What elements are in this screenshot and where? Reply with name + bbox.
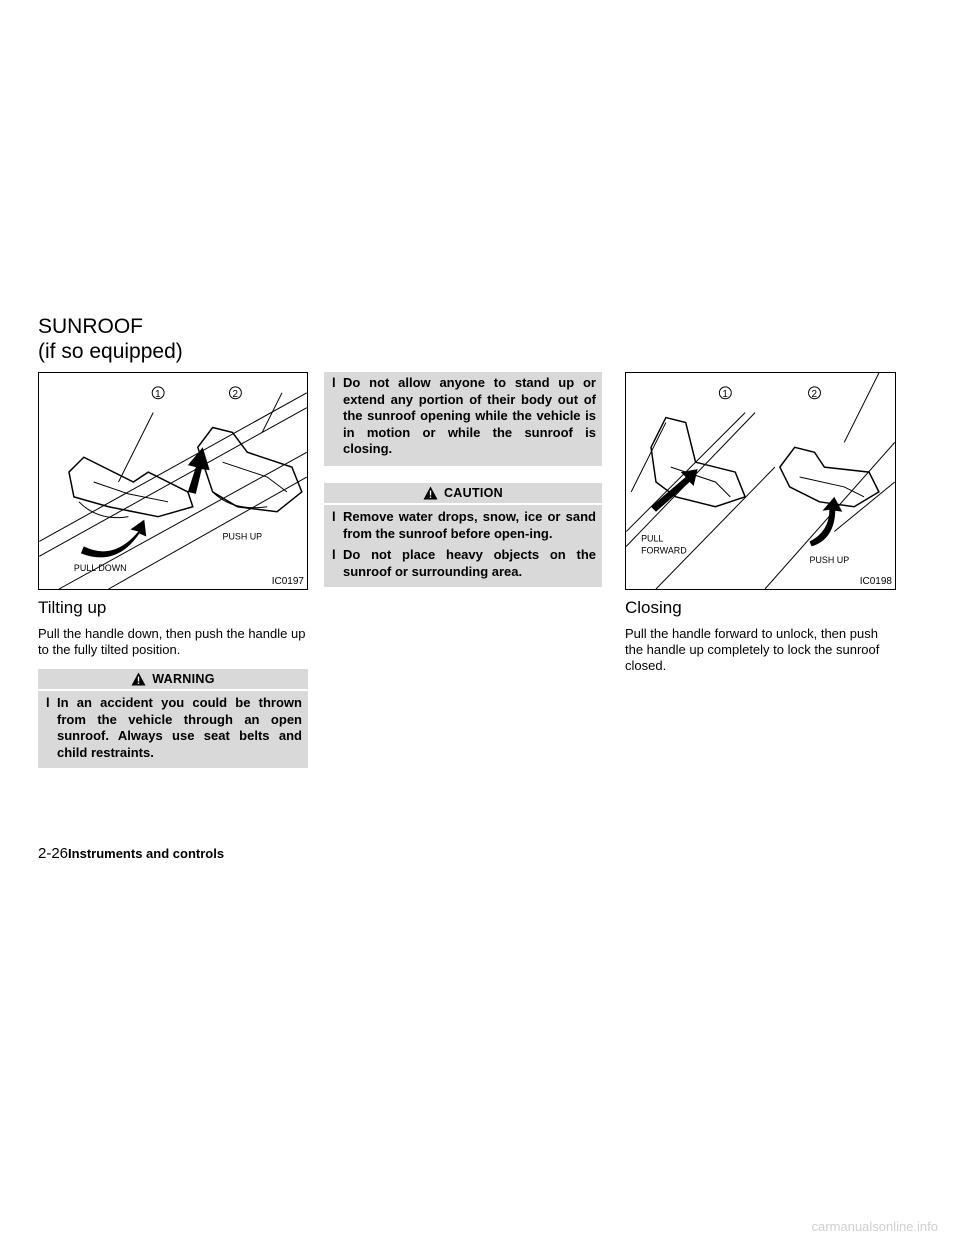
callout-1: 1 — [722, 388, 728, 400]
warning-title: WARNING — [152, 672, 215, 686]
bullet-icon: l — [332, 547, 336, 562]
figure-closing — [625, 372, 896, 590]
watermark: carmanualsonline.info — [811, 1219, 938, 1234]
section-title — [38, 314, 183, 364]
label-forward: FORWARD — [641, 545, 687, 556]
caution-item: l Do not place heavy objects on the sunroof or surrounding area. — [332, 547, 596, 579]
caution-header — [324, 483, 602, 505]
bullet-icon: l — [332, 509, 336, 524]
callout-2: 2 — [811, 388, 818, 400]
warning-item: l In an accident you could be thrown from the vehicle through an open sunroof. Always use seat belts and child restraints. — [46, 695, 302, 760]
warning-item: l Do not allow anyone to stand up or extend any portion of their body out of the sunroof opening while the vehicle is in motion or while the sunroof is closing. — [332, 375, 596, 456]
bullet-icon: l — [46, 695, 50, 710]
label-push-up: PUSH UP — [809, 555, 850, 566]
page-footer — [38, 845, 224, 862]
sunroof-handle-illustration — [626, 373, 895, 589]
page-number: 2-26 — [38, 845, 69, 862]
closing-heading: Closing — [625, 598, 682, 617]
label-pull: PULL — [641, 533, 664, 544]
figure-code: IC0197 — [271, 576, 304, 587]
warning-continued-box — [324, 372, 602, 466]
section-title-line1: SUNROOF — [38, 315, 143, 338]
callout-1: 1 — [155, 388, 161, 400]
caution-box — [324, 483, 602, 587]
callout-2: 2 — [232, 388, 238, 400]
tilting-heading: Tilting up — [38, 598, 107, 617]
warning-triangle-icon — [131, 672, 146, 686]
section-title-line2: (if so equipped) — [38, 340, 183, 363]
closing-body: Pull the handle forward to unlock, then push the handle up completely to lock the sunroof closed. — [625, 626, 880, 673]
warning-header — [38, 669, 308, 691]
caution-triangle-icon — [423, 486, 438, 500]
caution-title: CAUTION — [443, 486, 504, 500]
warning-box — [38, 669, 308, 768]
figure-code: IC0198 — [859, 576, 892, 587]
footer-section: Instruments and controls — [68, 846, 225, 861]
label-pull-down: PULL DOWN — [73, 563, 127, 574]
label-push-up: PUSH UP — [222, 531, 263, 542]
caution-item: l Remove water drops, snow, ice or sand from the sunroof before open-ing. — [332, 509, 596, 541]
sunroof-handle-illustration — [39, 373, 307, 589]
bullet-icon: l — [332, 375, 336, 390]
tilting-body: Pull the handle down, then push the handle up to the fully tilted position. — [38, 626, 306, 657]
figure-tilting-up — [38, 372, 308, 590]
